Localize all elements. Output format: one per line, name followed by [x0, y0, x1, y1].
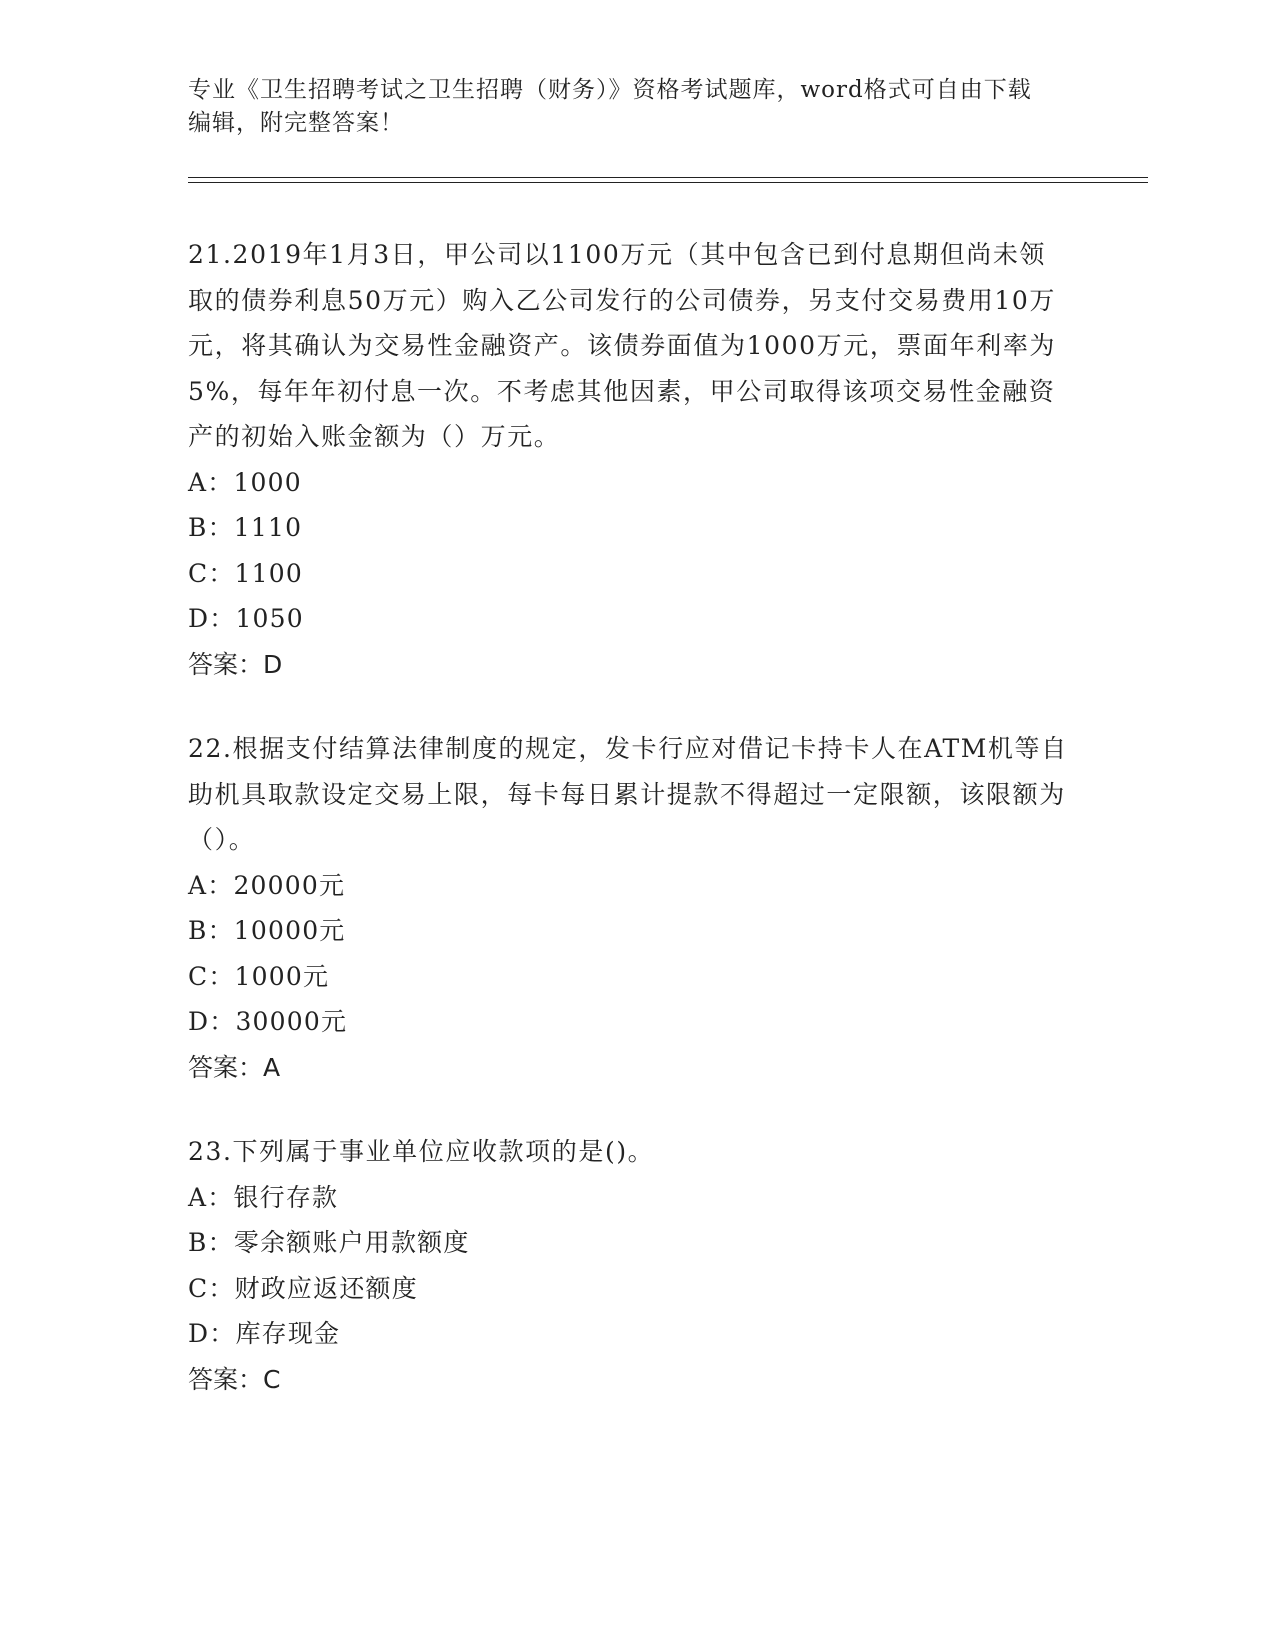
question-text: 23.下列属于事业单位应收款项的是()。: [188, 1137, 655, 1166]
question-text: 21.2019年1月3日，甲公司以1100万元（其中包含已到付息期但尚未领取的债券利息50万元）购入乙公司发行的公司债券，另支付交易费用10万元，将其确认为交易性金融资产。该债券面值为1000万元，票面年利率为5%，每年年初付息一次。不考虑其他因素，甲公司取得该项交易性金融资产的初始入账金额为（）万元。: [188, 240, 1057, 451]
question-23: [188, 1129, 1068, 1402]
option-b: B：零余额账户用款额度: [188, 1228, 470, 1257]
question-22: [188, 726, 1068, 1090]
header-title-line-2: 编辑，附完整答案！: [188, 110, 404, 136]
option-c: C：财政应返还额度: [188, 1273, 418, 1303]
header-divider-bottom: [188, 182, 1148, 183]
option-d: D：库存现金: [188, 1319, 341, 1348]
option-b: B：10000元: [188, 916, 346, 945]
option-a: A：银行存款: [188, 1182, 339, 1212]
question-list: [188, 232, 1068, 1441]
question-text: 22.根据支付结算法律制度的规定，发卡行应对借记卡持卡人在ATM机等自助机具取款设定交易上限，每卡每日累计提款不得超过一定限额，该限额为（）。: [188, 734, 1068, 854]
question-21: [188, 232, 1068, 687]
option-a: A：20000元: [188, 870, 346, 900]
answer: 答案：A: [188, 1052, 281, 1082]
header-title-line-1: 专业《卫生招聘考试之卫生招聘（财务）》资格考试题库，word格式可自由下载: [188, 77, 1032, 103]
option-c: C：1100: [188, 558, 303, 588]
option-d: D：30000元: [188, 1007, 348, 1036]
answer: 答案：D: [188, 649, 283, 679]
answer: 答案：C: [188, 1364, 281, 1394]
option-a: A：1000: [188, 467, 302, 497]
option-d: D：1050: [188, 604, 304, 633]
option-c: C：1000元: [188, 961, 330, 991]
option-b: B：1110: [188, 513, 303, 542]
header-divider-top: [188, 177, 1148, 178]
document-header: [188, 74, 1088, 140]
